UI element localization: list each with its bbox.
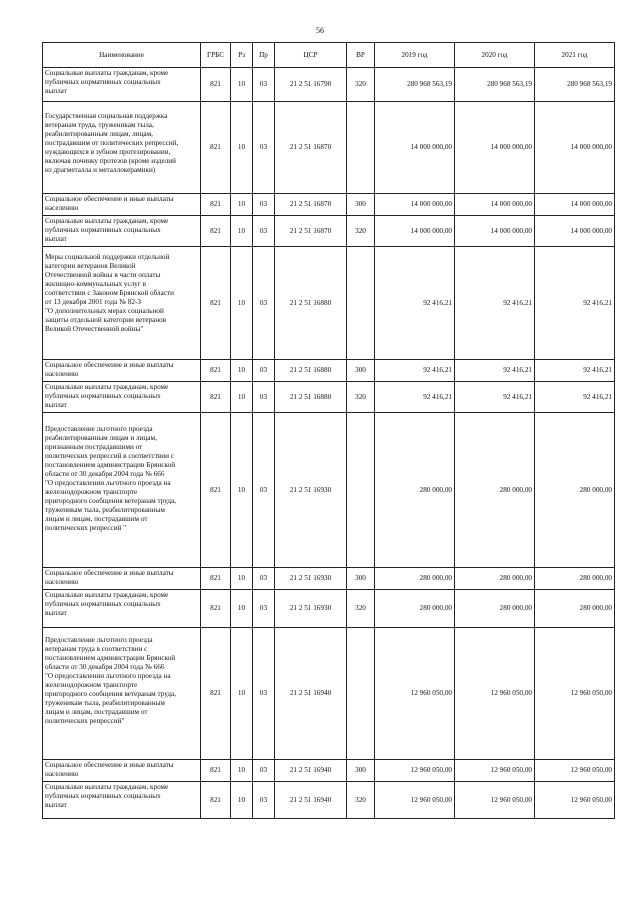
row-rz: 10 <box>231 413 253 568</box>
row-csr: 21 2 51 16930 <box>275 413 347 568</box>
row-csr: 21 2 51 16880 <box>275 382 347 413</box>
row-2020: 280 000,00 <box>455 590 535 628</box>
table-row <box>43 628 615 760</box>
row-grbs: 821 <box>201 382 231 413</box>
table-row <box>43 568 615 590</box>
row-pr: 03 <box>253 194 275 216</box>
row-vr: 300 <box>347 194 375 216</box>
row-csr: 21 2 51 16930 <box>275 568 347 590</box>
row-2020: 92 416,21 <box>455 360 535 382</box>
row-rz: 10 <box>231 590 253 628</box>
row-2020: 12 960 050,00 <box>455 782 535 819</box>
row-2020: 92 416,21 <box>455 247 535 360</box>
row-name: Социальное обеспечение и иные выплаты населению <box>45 195 174 212</box>
table-row <box>43 216 615 247</box>
header-pr: Пр <box>253 43 275 68</box>
row-2021: 12 960 050,00 <box>535 760 615 782</box>
row-name-cell <box>43 102 201 194</box>
header-2019: 2019 год <box>375 43 455 68</box>
row-name-cell <box>43 216 201 247</box>
row-2019: 14 000 000,00 <box>375 194 455 216</box>
row-2021: 92 416,21 <box>535 382 615 413</box>
row-2020: 280 000,00 <box>455 568 535 590</box>
row-pr: 03 <box>253 628 275 760</box>
row-2021: 12 960 050,00 <box>535 782 615 819</box>
row-name-cell <box>43 760 201 782</box>
row-rz: 10 <box>231 216 253 247</box>
table-row <box>43 68 615 102</box>
row-2020: 14 000 000,00 <box>455 216 535 247</box>
table-row <box>43 360 615 382</box>
row-csr: 21 2 51 16870 <box>275 194 347 216</box>
row-name: Социальные выплаты гражданам, кроме публичных нормативных социальных выплат <box>45 783 169 809</box>
row-csr: 21 2 51 16880 <box>275 360 347 382</box>
row-2021: 14 000 000,00 <box>535 194 615 216</box>
row-name: Социальные выплаты гражданам, кроме публичных нормативных социальных выплат <box>45 69 169 95</box>
budget-table <box>42 42 615 819</box>
row-2021: 280 000,00 <box>535 590 615 628</box>
row-name: Государственная социальная поддержка ветеранам труда, труженикам тыла, реабилитированным лицам, лицам, пострадавшим от политических репрессий, нуждающихся в зубном протезировании, включая починку протезов (кроме изделий из драгметалла и металлокерамики) <box>45 112 179 174</box>
row-name-cell <box>43 194 201 216</box>
row-name: Предоставление льготного проезда реабилитированным лицам и лицам, признанным пострадавшими от политических репрессий в соответствии с постановлением администрации Брянской области от 30 декабря 2004 года № 666 "О предоставлении льготного проезда на железнодорожном транспорте пригородного сообщения ветеранам труда, труженикам тыла, реабилитированным лицам и лицам, пострадавшим от политических репрессий " <box>45 425 176 532</box>
row-name: Предоставление льготного проезда ветеранам труда в соответствии с постановлением администрации Брянской области от 30 декабря 2004 года № 666 "О предоставлении льготного проезда на железнодорожном транспорте пригородного сообщения ветеранам труда, труженикам тыла, реабилитированным лицам и лицам, пострадавшим от политических репрессий" <box>45 636 176 725</box>
row-2019: 12 960 050,00 <box>375 628 455 760</box>
row-vr: 300 <box>347 360 375 382</box>
row-2021: 14 000 000,00 <box>535 216 615 247</box>
row-name-cell <box>43 628 201 760</box>
row-vr <box>347 102 375 194</box>
table-row <box>43 247 615 360</box>
row-2019: 14 000 000,00 <box>375 102 455 194</box>
row-rz: 10 <box>231 760 253 782</box>
row-pr: 03 <box>253 760 275 782</box>
row-2019: 280 000,00 <box>375 413 455 568</box>
header-2020: 2020 год <box>455 43 535 68</box>
row-csr: 21 2 51 16870 <box>275 102 347 194</box>
row-name-cell <box>43 382 201 413</box>
row-grbs: 821 <box>201 568 231 590</box>
row-rz: 10 <box>231 68 253 102</box>
row-2020: 280 968 563,19 <box>455 68 535 102</box>
row-2020: 12 960 050,00 <box>455 760 535 782</box>
table-row <box>43 782 615 819</box>
row-name-cell <box>43 360 201 382</box>
row-vr <box>347 247 375 360</box>
row-2020: 92 416,21 <box>455 382 535 413</box>
row-csr: 21 2 51 16870 <box>275 216 347 247</box>
header-2021: 2021 год <box>535 43 615 68</box>
row-grbs: 821 <box>201 628 231 760</box>
row-2019: 280 000,00 <box>375 568 455 590</box>
row-rz: 10 <box>231 360 253 382</box>
row-name-cell <box>43 590 201 628</box>
row-rz: 10 <box>231 568 253 590</box>
row-pr: 03 <box>253 590 275 628</box>
row-name: Меры социальной поддержки отдельной категории ветеранов Великой Отечественной войны в части оплаты жилищно-коммунальных услуг в соответствии с Законом Брянской области от 13 декабря 2001 года № 82-З "О дополнительных мерах социальной защиты отдельной категории ветеранов Великой Отечественной войны" <box>45 253 175 333</box>
header-csr: ЦСР <box>275 43 347 68</box>
row-2021: 280 000,00 <box>535 568 615 590</box>
row-pr: 03 <box>253 216 275 247</box>
row-pr: 03 <box>253 413 275 568</box>
row-grbs: 821 <box>201 247 231 360</box>
row-2020: 14 000 000,00 <box>455 102 535 194</box>
row-name-cell <box>43 413 201 568</box>
row-grbs: 821 <box>201 194 231 216</box>
row-grbs: 821 <box>201 102 231 194</box>
row-2019: 92 416,21 <box>375 360 455 382</box>
header-rz: Рз <box>231 43 253 68</box>
row-grbs: 821 <box>201 413 231 568</box>
row-2020: 14 000 000,00 <box>455 194 535 216</box>
row-2019: 92 416,21 <box>375 247 455 360</box>
table-row <box>43 760 615 782</box>
row-vr: 320 <box>347 382 375 413</box>
row-vr: 320 <box>347 68 375 102</box>
row-2021: 92 416,21 <box>535 247 615 360</box>
row-csr: 21 2 51 16940 <box>275 760 347 782</box>
row-2021: 280 000,00 <box>535 413 615 568</box>
row-grbs: 821 <box>201 68 231 102</box>
row-pr: 03 <box>253 102 275 194</box>
table-header-row <box>43 43 615 68</box>
row-grbs: 821 <box>201 590 231 628</box>
row-pr: 03 <box>253 782 275 819</box>
row-vr: 320 <box>347 590 375 628</box>
header-grbs: ГРБС <box>201 43 231 68</box>
row-name: Социальные выплаты гражданам, кроме публичных нормативных социальных выплат <box>45 217 169 243</box>
row-name: Социальные выплаты гражданам, кроме публичных нормативных социальных выплат <box>45 591 169 617</box>
row-name-cell <box>43 782 201 819</box>
table-row <box>43 590 615 628</box>
row-rz: 10 <box>231 782 253 819</box>
row-pr: 03 <box>253 382 275 413</box>
row-2019: 14 000 000,00 <box>375 216 455 247</box>
row-csr: 21 2 51 16940 <box>275 628 347 760</box>
row-vr: 320 <box>347 782 375 819</box>
row-csr: 21 2 51 16930 <box>275 590 347 628</box>
table-row <box>43 413 615 568</box>
row-2021: 280 968 563,19 <box>535 68 615 102</box>
row-rz: 10 <box>231 102 253 194</box>
row-2021: 92 416,21 <box>535 360 615 382</box>
row-2021: 14 000 000,00 <box>535 102 615 194</box>
row-2019: 280 968 563,19 <box>375 68 455 102</box>
row-name-cell <box>43 568 201 590</box>
table-row <box>43 102 615 194</box>
row-2019: 92 416,21 <box>375 382 455 413</box>
header-name: Наименование <box>43 43 201 68</box>
row-name: Социальное обеспечение и иные выплаты населению <box>45 361 174 378</box>
row-grbs: 821 <box>201 760 231 782</box>
row-pr: 03 <box>253 360 275 382</box>
row-grbs: 821 <box>201 782 231 819</box>
row-2021: 12 960 050,00 <box>535 628 615 760</box>
row-name-cell <box>43 68 201 102</box>
row-2019: 12 960 050,00 <box>375 760 455 782</box>
row-name: Социальное обеспечение и иные выплаты населению <box>45 569 174 586</box>
row-name-cell <box>43 247 201 360</box>
row-rz: 10 <box>231 194 253 216</box>
row-grbs: 821 <box>201 360 231 382</box>
row-csr: 21 2 51 16940 <box>275 782 347 819</box>
header-vr: ВР <box>347 43 375 68</box>
row-grbs: 821 <box>201 216 231 247</box>
row-name: Социальное обеспечение и иные выплаты населению <box>45 761 174 778</box>
row-2019: 12 960 050,00 <box>375 782 455 819</box>
row-rz: 10 <box>231 628 253 760</box>
row-csr: 21 2 51 16880 <box>275 247 347 360</box>
row-2020: 280 000,00 <box>455 413 535 568</box>
row-vr <box>347 413 375 568</box>
row-csr: 21 2 51 16790 <box>275 68 347 102</box>
row-pr: 03 <box>253 247 275 360</box>
table-row <box>43 382 615 413</box>
row-name: Социальные выплаты гражданам, кроме публичных нормативных социальных выплат <box>45 383 169 409</box>
table-row <box>43 194 615 216</box>
row-vr: 300 <box>347 568 375 590</box>
row-vr: 300 <box>347 760 375 782</box>
row-rz: 10 <box>231 382 253 413</box>
page-number: 56 <box>316 26 324 35</box>
row-2019: 280 000,00 <box>375 590 455 628</box>
row-rz: 10 <box>231 247 253 360</box>
row-pr: 03 <box>253 568 275 590</box>
row-vr: 320 <box>347 216 375 247</box>
row-2020: 12 960 050,00 <box>455 628 535 760</box>
row-vr <box>347 628 375 760</box>
row-pr: 03 <box>253 68 275 102</box>
